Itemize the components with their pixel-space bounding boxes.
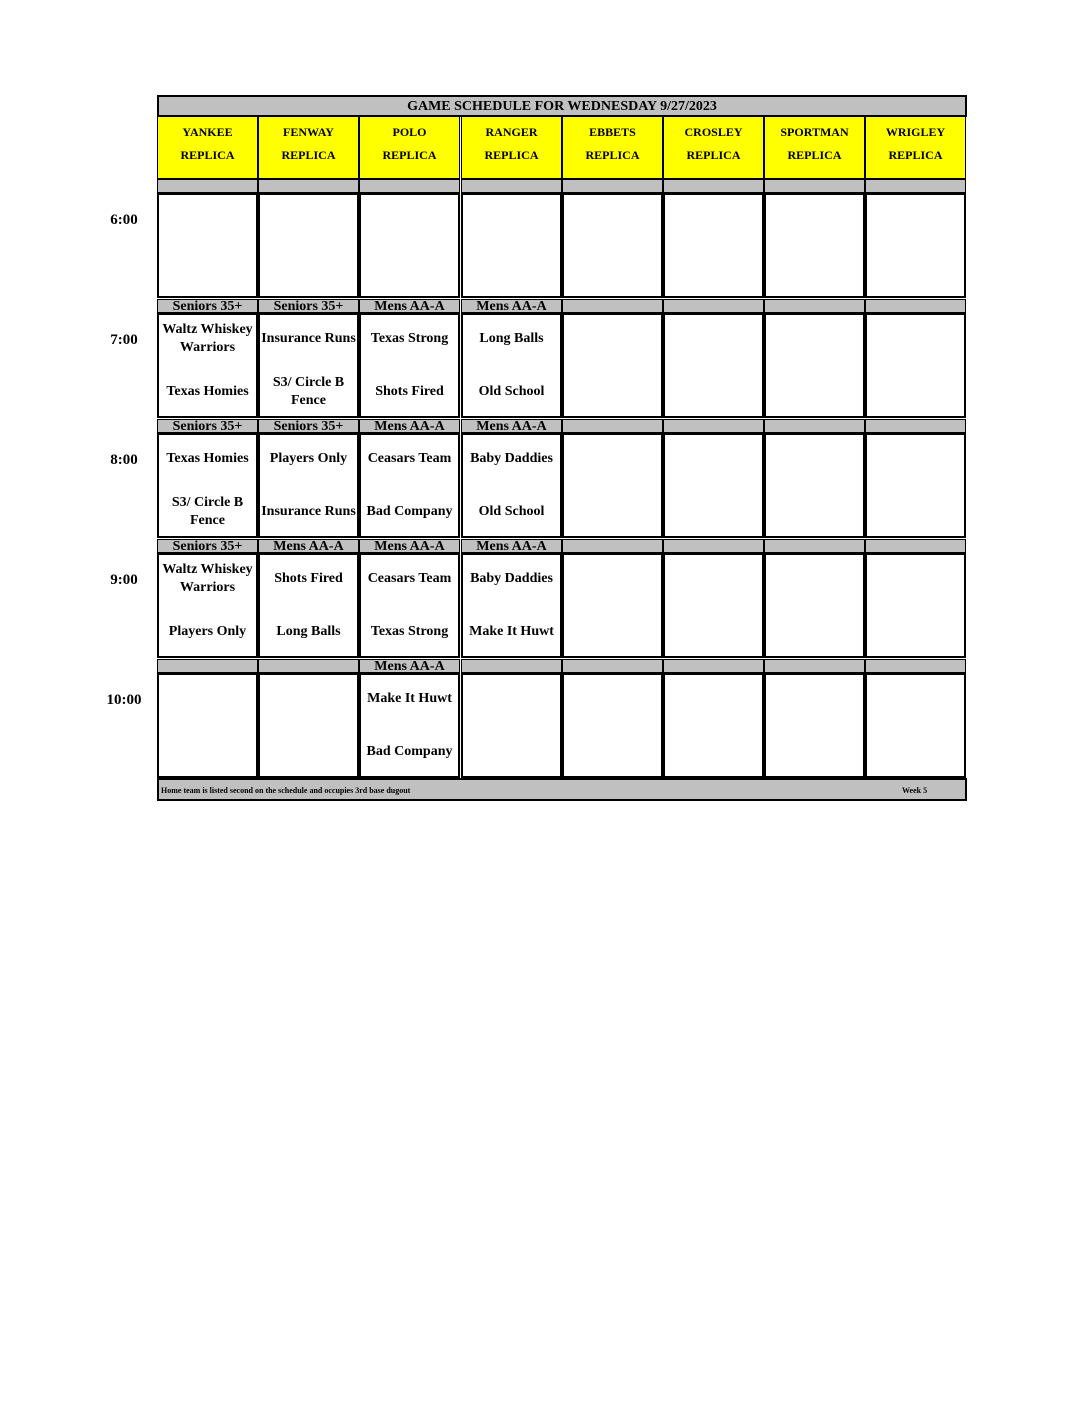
home-team: Insurance Runs: [261, 504, 356, 519]
schedule-footer: [157, 778, 967, 801]
time-label: 7:00: [110, 332, 138, 348]
division-label: Seniors 35+: [258, 299, 359, 313]
division-label: [865, 179, 966, 193]
division-label: [764, 659, 865, 673]
game-cell: [157, 673, 258, 778]
field-header-polo: [359, 117, 460, 179]
field-type: REPLICA: [382, 148, 437, 162]
time-label: 9:00: [110, 572, 138, 588]
week-label: Week 5: [902, 786, 928, 795]
game-cell: [359, 553, 460, 658]
field-header-ebbets: [562, 117, 663, 179]
home-team: Texas Strong: [370, 624, 449, 639]
game-cell: [663, 673, 764, 778]
division-label: [461, 179, 562, 193]
division-label: Mens AA-A: [461, 419, 562, 433]
game-cell: [663, 433, 764, 538]
field-type: REPLICA: [585, 148, 640, 162]
division-label: [461, 659, 562, 673]
home-team: Texas Homies: [166, 384, 249, 399]
division-label: [865, 539, 966, 553]
time-label: 10:00: [106, 692, 142, 708]
home-team: Bad Company: [366, 504, 453, 519]
game-cell: [157, 313, 258, 418]
time-label: 6:00: [110, 212, 138, 228]
field-name: CROSLEY: [684, 125, 743, 139]
division-label: Seniors 35+: [157, 299, 258, 313]
field-name: YANKEE: [182, 125, 233, 139]
field-header-crosley: [663, 117, 764, 179]
game-cell: [258, 313, 359, 418]
division-label: [764, 299, 865, 313]
game-cell: [461, 433, 562, 538]
division-label: [764, 179, 865, 193]
game-cell: [258, 553, 359, 658]
game-cell: [764, 553, 865, 658]
home-team: Old School: [478, 384, 545, 399]
away-team: Texas Strong: [370, 331, 449, 346]
game-cell: [562, 313, 663, 418]
division-label: [562, 299, 663, 313]
field-name: WRIGLEY: [885, 125, 946, 139]
field-type: REPLICA: [787, 148, 842, 162]
division-label: [865, 659, 966, 673]
time-label: 8:00: [110, 452, 138, 468]
field-type: REPLICA: [888, 148, 943, 162]
away-team: Waltz Whiskey Warriors: [162, 322, 253, 355]
field-type: REPLICA: [180, 148, 235, 162]
division-label: [663, 419, 764, 433]
away-team: Make It Huwt: [367, 691, 452, 706]
division-label: [764, 419, 865, 433]
division-label: [562, 179, 663, 193]
away-team: Ceasars Team: [367, 451, 452, 466]
away-team: Baby Daddies: [470, 571, 553, 586]
game-cell: [865, 193, 966, 298]
away-team: Baby Daddies: [470, 451, 553, 466]
game-cell: [359, 313, 460, 418]
game-cell: [764, 673, 865, 778]
division-label: [663, 539, 764, 553]
game-cell: [865, 553, 966, 658]
away-team: Insurance Runs: [261, 331, 356, 346]
game-cell: [764, 433, 865, 538]
game-cell: [461, 673, 562, 778]
field-type: REPLICA: [281, 148, 336, 162]
game-cell: [764, 193, 865, 298]
division-label: [359, 179, 460, 193]
game-cell: [461, 553, 562, 658]
division-label: Mens AA-A: [359, 419, 460, 433]
game-cell: [562, 433, 663, 538]
division-label: Mens AA-A: [258, 539, 359, 553]
field-name: SPORTMAN: [780, 125, 849, 139]
field-type: REPLICA: [686, 148, 741, 162]
away-team: Players Only: [269, 451, 348, 466]
field-header-fenway: [258, 117, 359, 179]
game-cell: [562, 673, 663, 778]
game-cell: [359, 433, 460, 538]
division-label: [157, 659, 258, 673]
division-label: [562, 539, 663, 553]
home-team: Shots Fired: [375, 384, 444, 399]
division-label: [157, 179, 258, 193]
game-cell: [258, 193, 359, 298]
division-label: Seniors 35+: [157, 419, 258, 433]
game-cell: [865, 673, 966, 778]
game-cell: [663, 553, 764, 658]
division-label: [865, 299, 966, 313]
away-team: Texas Homies: [166, 451, 249, 466]
division-label: Mens AA-A: [359, 659, 460, 673]
field-header-ranger: [461, 117, 562, 179]
division-label: [562, 419, 663, 433]
game-cell: [562, 193, 663, 298]
home-team: Old School: [478, 504, 545, 519]
division-label: [663, 179, 764, 193]
home-team-note: Home team is listed second on the schedule and occupies 3rd base dugout: [161, 786, 411, 795]
home-team: Long Balls: [276, 624, 341, 639]
division-label: [663, 299, 764, 313]
division-label: [663, 659, 764, 673]
home-team: Make It Huwt: [469, 624, 554, 639]
field-header-yankee: [157, 117, 258, 179]
field-header-sportman: [764, 117, 865, 179]
game-cell: [157, 553, 258, 658]
division-label: [764, 539, 865, 553]
away-team: Waltz Whiskey Warriors: [162, 562, 253, 595]
away-team: Ceasars Team: [367, 571, 452, 586]
game-cell: [157, 433, 258, 538]
field-name: POLO: [392, 125, 427, 139]
schedule-title: GAME SCHEDULE FOR WEDNESDAY 9/27/2023: [157, 95, 967, 117]
field-type: REPLICA: [484, 148, 539, 162]
field-name: EBBETS: [589, 125, 636, 139]
away-team: Shots Fired: [274, 571, 343, 586]
game-cell: [562, 553, 663, 658]
home-team: Bad Company: [366, 744, 453, 759]
home-team: Players Only: [168, 624, 247, 639]
game-cell: [258, 673, 359, 778]
game-cell: [865, 313, 966, 418]
division-label: Seniors 35+: [258, 419, 359, 433]
game-cell: [461, 193, 562, 298]
game-cell: [359, 673, 460, 778]
game-cell: [258, 433, 359, 538]
game-cell: [663, 193, 764, 298]
division-label: Seniors 35+: [157, 539, 258, 553]
division-label: [258, 179, 359, 193]
game-cell: [461, 313, 562, 418]
division-label: [562, 659, 663, 673]
division-label: Mens AA-A: [461, 299, 562, 313]
away-team: Long Balls: [479, 331, 544, 346]
field-name: FENWAY: [283, 125, 334, 139]
home-team: S3/ Circle B Fence: [171, 495, 244, 528]
game-cell: [663, 313, 764, 418]
game-cell: [865, 433, 966, 538]
game-cell: [359, 193, 460, 298]
division-label: [258, 659, 359, 673]
division-label: Mens AA-A: [359, 299, 460, 313]
division-label: Mens AA-A: [461, 539, 562, 553]
game-cell: [764, 313, 865, 418]
division-label: [865, 419, 966, 433]
field-name: RANGER: [485, 125, 538, 139]
home-team: S3/ Circle B Fence: [272, 375, 345, 408]
field-header-wrigley: [865, 117, 966, 179]
game-cell: [157, 193, 258, 298]
division-label: Mens AA-A: [359, 539, 460, 553]
